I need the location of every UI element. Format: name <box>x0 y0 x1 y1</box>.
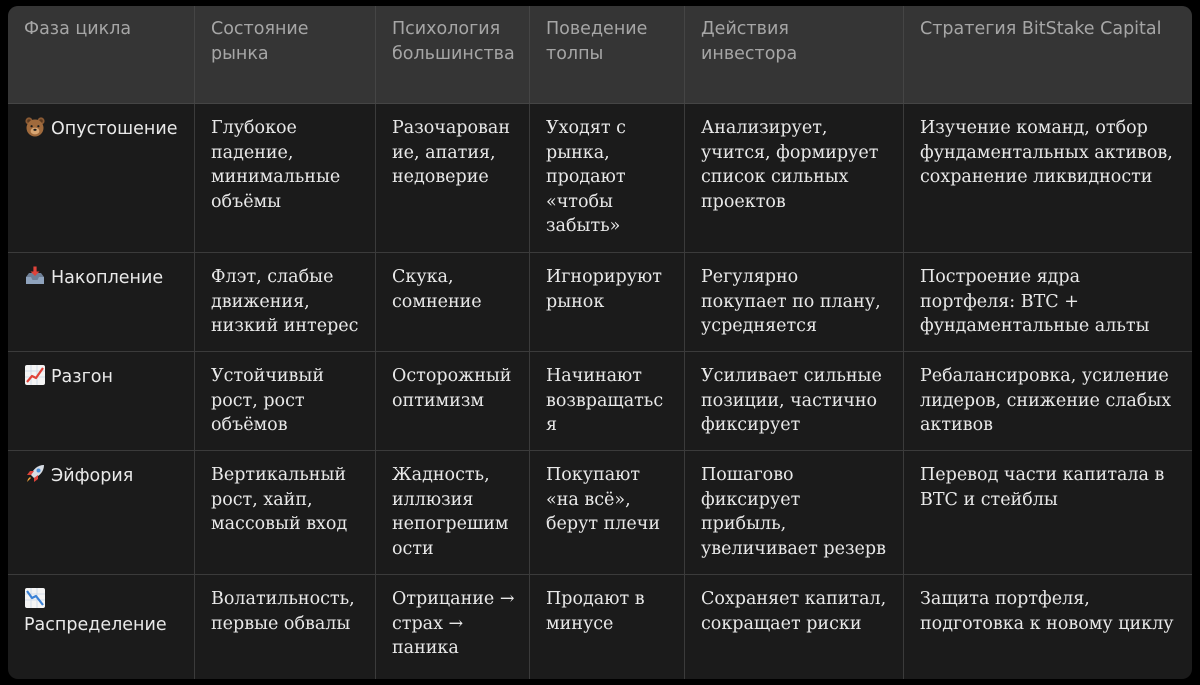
phase-label: Разгон <box>51 367 113 387</box>
crowd-cell: Начинают возвращаться <box>530 352 685 450</box>
strategy-cell: Защита портфеля, подготовка к новому циклу <box>920 589 1174 634</box>
psychology-cell: Осторожный оптимизм <box>376 352 530 450</box>
phase-cell <box>8 451 195 574</box>
market-cell: Вертикальный рост, хайп, массовый вход <box>195 451 376 574</box>
crowd-cell: Покупают «на всё», берут плечи <box>530 451 685 574</box>
table-row <box>8 451 1192 575</box>
strategy-cell: Построение ядра портфеля: BTC + фундаментальные альты <box>920 267 1150 336</box>
table-row <box>8 352 1192 451</box>
header-market-state: Состояние рынка <box>195 6 376 103</box>
table-row <box>8 575 1192 679</box>
investor-cell: Усиливает сильные позиции, частично фиксирует <box>685 352 904 450</box>
investor-cell: Анализирует, учится, формирует список сильных проектов <box>685 104 904 252</box>
strategy-cell: Изучение команд, отбор фундаментальных активов, сохранение ликвидности <box>920 118 1173 187</box>
header-investor-actions: Действия инвестора <box>685 6 904 103</box>
phase-label: Накопление <box>51 268 164 288</box>
psychology-cell: Отрицание → страх → паника <box>376 575 530 679</box>
market-cell: Глубокое падение, минимальные объёмы <box>195 104 376 252</box>
phase-label: Распределение <box>24 614 167 635</box>
market-cycle-table <box>8 6 1192 679</box>
market-cell: Устойчивый рост, рост объёмов <box>195 352 376 450</box>
investor-cell: Пошагово фиксирует прибыль, увеличивает резерв <box>685 451 904 574</box>
rocket-icon <box>24 463 46 485</box>
table-row <box>8 253 1192 352</box>
phase-label: Опустошение <box>51 119 178 139</box>
phase-cell <box>8 352 195 450</box>
header-psychology: Психология большинства <box>376 6 530 103</box>
table-header-row <box>8 6 1192 104</box>
crowd-cell: Игнорируют рынок <box>530 253 685 351</box>
psychology-cell: Разочарование, апатия, недоверие <box>376 104 530 252</box>
phase-cell <box>8 104 195 252</box>
bear-face-icon <box>24 116 46 138</box>
header-phase: Фаза цикла <box>8 6 195 103</box>
chart-increasing-icon <box>24 364 46 386</box>
strategy-cell: Перевод части капитала в BTC и стейблы <box>920 465 1165 510</box>
crowd-cell: Уходят с рынка, продают «чтобы забыть» <box>530 104 685 252</box>
header-strategy: Стратегия BitStake Capital <box>920 19 1162 39</box>
market-cell: Волатильность, первые обвалы <box>195 575 376 679</box>
psychology-cell: Скука, сомнение <box>376 253 530 351</box>
market-cell: Флэт, слабые движения, низкий интерес <box>195 253 376 351</box>
investor-cell: Сохраняет капитал, сокращает риски <box>685 575 904 679</box>
strategy-cell: Ребалансировка, усиление лидеров, снижение слабых активов <box>920 366 1172 435</box>
psychology-cell: Жадность, иллюзия непогрешимости <box>376 451 530 574</box>
crowd-cell: Продают в минусе <box>530 575 685 679</box>
table-row <box>8 104 1192 253</box>
phase-label: Эйфория <box>51 466 134 486</box>
phase-cell <box>8 575 195 679</box>
inbox-tray-icon <box>24 265 46 287</box>
header-crowd-behavior: Поведение толпы <box>530 6 685 103</box>
phase-cell <box>8 253 195 351</box>
investor-cell: Регулярно покупает по плану, усредняется <box>685 253 904 351</box>
chart-decreasing-icon <box>24 587 46 609</box>
